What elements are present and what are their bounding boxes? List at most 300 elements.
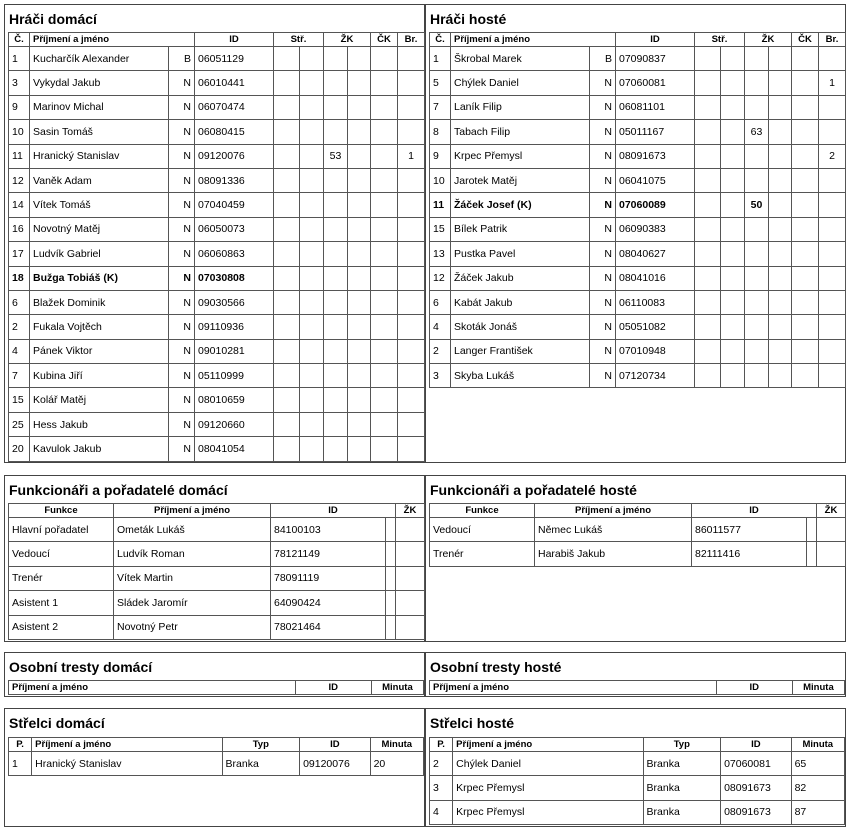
player-row bbox=[9, 217, 425, 241]
player-name-cell: Skyba Lukáš bbox=[451, 364, 590, 388]
red-card-cell bbox=[371, 217, 398, 241]
goals-cell bbox=[274, 412, 300, 436]
player-row bbox=[430, 71, 846, 95]
column-header: Minuta bbox=[371, 681, 423, 695]
official-row bbox=[9, 542, 425, 566]
column-header: Typ bbox=[643, 738, 721, 752]
player-row bbox=[9, 266, 425, 290]
blank-cell bbox=[300, 71, 324, 95]
official-name-cell: Ometák Lukáš bbox=[114, 518, 271, 542]
goals-cell bbox=[274, 47, 300, 71]
column-header: Minuta bbox=[370, 738, 423, 752]
official-row bbox=[430, 542, 846, 566]
blank-cell bbox=[300, 193, 324, 217]
players-away-panel bbox=[425, 4, 846, 463]
player-row bbox=[9, 388, 425, 412]
player-name-cell: Krpec Přemysl bbox=[451, 144, 590, 168]
yellow-card-cell bbox=[745, 242, 769, 266]
yellow-card-cell bbox=[324, 388, 348, 412]
column-header: Příjmení a jméno bbox=[30, 33, 195, 47]
players-away-title: Hráči hosté bbox=[430, 11, 507, 27]
blank-cell bbox=[721, 47, 745, 71]
red-card-cell bbox=[371, 412, 398, 436]
official-id-cell: 86011577 bbox=[692, 518, 807, 542]
player-row bbox=[9, 437, 425, 461]
player-id-cell: 06070474 bbox=[195, 95, 274, 119]
goals-cell bbox=[274, 168, 300, 192]
official-id-cell: 78091119 bbox=[271, 566, 386, 590]
goals-cell bbox=[274, 144, 300, 168]
yellow-card-cell bbox=[817, 542, 846, 566]
penalties-away-panel bbox=[425, 652, 846, 697]
column-header: Příjmení a jméno bbox=[32, 738, 222, 752]
blank-cell bbox=[348, 266, 371, 290]
goalkeeper-cell bbox=[398, 339, 425, 363]
goals-cell bbox=[274, 364, 300, 388]
player-name-cell: Bílek Patrik bbox=[451, 217, 590, 241]
player-type-cell: N bbox=[590, 315, 616, 339]
column-header: ČK bbox=[792, 33, 819, 47]
player-name-cell: Marinov Michal bbox=[30, 95, 169, 119]
player-id-cell: 08091673 bbox=[616, 144, 695, 168]
goals-cell bbox=[695, 339, 721, 363]
player-row bbox=[430, 364, 846, 388]
goals-cell bbox=[695, 217, 721, 241]
player-type-cell: N bbox=[590, 217, 616, 241]
function-cell: Trenér bbox=[430, 542, 535, 566]
number-cell: 17 bbox=[9, 242, 30, 266]
blank-cell bbox=[300, 168, 324, 192]
blank-cell bbox=[769, 95, 792, 119]
player-name-cell: Pánek Viktor bbox=[30, 339, 169, 363]
player-name-cell: Kubina Jiří bbox=[30, 364, 169, 388]
yellow-card-cell: 63 bbox=[745, 120, 769, 144]
column-header: P. bbox=[9, 738, 32, 752]
player-row bbox=[9, 339, 425, 363]
goal-type-cell: Branka bbox=[643, 776, 721, 800]
player-name-cell: Laník Filip bbox=[451, 95, 590, 119]
goals-cell bbox=[274, 217, 300, 241]
number-cell: 12 bbox=[9, 168, 30, 192]
yellow-card-cell bbox=[396, 542, 425, 566]
yellow-card-cell: 50 bbox=[745, 193, 769, 217]
blank-cell bbox=[348, 95, 371, 119]
blank-cell bbox=[348, 339, 371, 363]
player-type-cell: N bbox=[169, 364, 195, 388]
goals-cell bbox=[695, 315, 721, 339]
scorers-away-title: Střelci hosté bbox=[430, 715, 515, 731]
player-type-cell: N bbox=[169, 120, 195, 144]
goals-cell bbox=[274, 95, 300, 119]
player-row bbox=[9, 364, 425, 388]
yellow-card-cell bbox=[745, 71, 769, 95]
column-header: ID bbox=[195, 33, 274, 47]
function-cell: Vedoucí bbox=[430, 518, 535, 542]
red-card-cell bbox=[371, 71, 398, 95]
blank-cell bbox=[807, 542, 817, 566]
player-type-cell: N bbox=[590, 339, 616, 363]
player-id-cell: 06051129 bbox=[195, 47, 274, 71]
player-type-cell: N bbox=[590, 144, 616, 168]
player-row bbox=[9, 168, 425, 192]
yellow-card-cell bbox=[396, 518, 425, 542]
goals-cell bbox=[274, 120, 300, 144]
yellow-card-cell bbox=[324, 266, 348, 290]
minute-cell: 65 bbox=[791, 752, 844, 776]
red-card-cell bbox=[792, 120, 819, 144]
yellow-card-cell bbox=[324, 290, 348, 314]
blank-cell bbox=[348, 144, 371, 168]
goalkeeper-cell bbox=[819, 95, 846, 119]
player-id-cell: 09010281 bbox=[195, 339, 274, 363]
red-card-cell bbox=[792, 193, 819, 217]
player-type-cell: N bbox=[169, 71, 195, 95]
number-cell: 11 bbox=[9, 144, 30, 168]
player-type-cell: N bbox=[169, 168, 195, 192]
number-cell: 6 bbox=[430, 290, 451, 314]
yellow-card-cell bbox=[324, 412, 348, 436]
number-cell: 14 bbox=[9, 193, 30, 217]
goal-type-cell: Branka bbox=[643, 752, 721, 776]
goals-cell bbox=[274, 266, 300, 290]
goals-cell bbox=[695, 242, 721, 266]
number-cell: 3 bbox=[430, 364, 451, 388]
goalkeeper-cell bbox=[398, 315, 425, 339]
yellow-card-cell bbox=[745, 47, 769, 71]
player-type-cell: N bbox=[169, 315, 195, 339]
goals-cell bbox=[274, 388, 300, 412]
column-header: Funkce bbox=[430, 504, 535, 518]
goals-cell bbox=[274, 315, 300, 339]
officials-home-table bbox=[8, 503, 425, 640]
header-row bbox=[430, 504, 846, 518]
column-header: ŽK bbox=[745, 33, 792, 47]
yellow-card-cell bbox=[396, 566, 425, 590]
number-cell: 10 bbox=[430, 168, 451, 192]
column-header: Příjmení a jméno bbox=[430, 681, 717, 695]
player-name-cell: Vaněk Adam bbox=[30, 168, 169, 192]
player-name-cell: Pustka Pavel bbox=[451, 242, 590, 266]
red-card-cell bbox=[371, 144, 398, 168]
official-row bbox=[9, 518, 425, 542]
goalkeeper-cell bbox=[819, 193, 846, 217]
red-card-cell bbox=[792, 364, 819, 388]
blank-cell bbox=[721, 242, 745, 266]
player-name-cell: Sasin Tomáš bbox=[30, 120, 169, 144]
goals-cell bbox=[695, 168, 721, 192]
blank-cell bbox=[300, 47, 324, 71]
player-id-cell: 09120076 bbox=[195, 144, 274, 168]
goalkeeper-cell bbox=[398, 168, 425, 192]
player-type-cell: N bbox=[590, 266, 616, 290]
red-card-cell bbox=[792, 168, 819, 192]
official-id-cell: 82111416 bbox=[692, 542, 807, 566]
header-row bbox=[9, 33, 425, 47]
blank-cell bbox=[769, 217, 792, 241]
yellow-card-cell bbox=[324, 217, 348, 241]
player-type-cell: N bbox=[590, 290, 616, 314]
goals-cell bbox=[274, 339, 300, 363]
blank-cell bbox=[769, 120, 792, 144]
player-type-cell: N bbox=[169, 242, 195, 266]
player-row bbox=[9, 193, 425, 217]
goals-cell bbox=[274, 437, 300, 461]
column-header: ID bbox=[271, 504, 396, 518]
blank-cell bbox=[769, 47, 792, 71]
yellow-card-cell bbox=[324, 315, 348, 339]
scorer-id-cell: 08091673 bbox=[721, 776, 792, 800]
player-name-cell: Bužga Tobiáš (K) bbox=[30, 266, 169, 290]
penalties-away-table bbox=[429, 680, 845, 695]
column-header: Č. bbox=[430, 33, 451, 47]
column-header: Typ bbox=[222, 738, 300, 752]
column-header: ID bbox=[295, 681, 371, 695]
player-row bbox=[9, 242, 425, 266]
blank-cell bbox=[348, 388, 371, 412]
number-cell: 4 bbox=[9, 339, 30, 363]
column-header: ŽK bbox=[396, 504, 425, 518]
player-id-cell: 06080415 bbox=[195, 120, 274, 144]
red-card-cell bbox=[371, 242, 398, 266]
blank-cell bbox=[348, 193, 371, 217]
player-name-cell: Jarotek Matěj bbox=[451, 168, 590, 192]
yellow-card-cell bbox=[324, 193, 348, 217]
column-header: ŽK bbox=[324, 33, 371, 47]
goalkeeper-cell bbox=[398, 95, 425, 119]
yellow-card-cell bbox=[324, 242, 348, 266]
player-name-cell: Kucharčík Alexander bbox=[30, 47, 169, 71]
official-name-cell: Vítek Martin bbox=[114, 566, 271, 590]
goalkeeper-cell bbox=[398, 290, 425, 314]
player-name-cell: Kabát Jakub bbox=[451, 290, 590, 314]
scorer-id-cell: 08091673 bbox=[721, 800, 792, 824]
goals-cell bbox=[274, 242, 300, 266]
header-row bbox=[430, 738, 845, 752]
player-id-cell: 07030808 bbox=[195, 266, 274, 290]
number-cell: 3 bbox=[9, 71, 30, 95]
yellow-card-cell bbox=[745, 266, 769, 290]
number-cell: 11 bbox=[430, 193, 451, 217]
number-cell: 20 bbox=[9, 437, 30, 461]
player-name-cell: Langer František bbox=[451, 339, 590, 363]
goalkeeper-cell bbox=[398, 47, 425, 71]
minute-cell: 20 bbox=[370, 752, 423, 776]
goalkeeper-cell bbox=[398, 388, 425, 412]
player-type-cell: N bbox=[169, 339, 195, 363]
scorer-name-cell: Krpec Přemysl bbox=[453, 800, 643, 824]
player-name-cell: Kavulok Jakub bbox=[30, 437, 169, 461]
scorer-row bbox=[430, 752, 845, 776]
column-header: ID bbox=[300, 738, 371, 752]
blank-cell bbox=[721, 168, 745, 192]
scorers-home-title: Střelci domácí bbox=[9, 715, 105, 731]
player-id-cell: 08091336 bbox=[195, 168, 274, 192]
player-id-cell: 05051082 bbox=[616, 315, 695, 339]
position-cell: 1 bbox=[9, 752, 32, 776]
column-header: ID bbox=[616, 33, 695, 47]
column-header: Minuta bbox=[791, 738, 844, 752]
player-id-cell: 07090837 bbox=[616, 47, 695, 71]
player-type-cell: N bbox=[169, 388, 195, 412]
player-row bbox=[430, 47, 846, 71]
player-name-cell: Žáček Jakub bbox=[451, 266, 590, 290]
blank-cell bbox=[769, 71, 792, 95]
red-card-cell bbox=[792, 144, 819, 168]
blank-cell bbox=[769, 144, 792, 168]
player-name-cell: Hess Jakub bbox=[30, 412, 169, 436]
player-id-cell: 06081101 bbox=[616, 95, 695, 119]
column-header: ČK bbox=[371, 33, 398, 47]
column-header: Příjmení a jméno bbox=[453, 738, 643, 752]
player-name-cell: Chýlek Daniel bbox=[451, 71, 590, 95]
player-type-cell: B bbox=[169, 47, 195, 71]
player-row bbox=[430, 168, 846, 192]
goalkeeper-cell bbox=[398, 242, 425, 266]
player-row bbox=[9, 412, 425, 436]
official-name-cell: Němec Lukáš bbox=[535, 518, 692, 542]
player-row bbox=[9, 315, 425, 339]
column-header: Stř. bbox=[274, 33, 324, 47]
player-id-cell: 08040627 bbox=[616, 242, 695, 266]
function-cell: Vedoucí bbox=[9, 542, 114, 566]
goalkeeper-cell bbox=[398, 71, 425, 95]
player-id-cell: 07060089 bbox=[616, 193, 695, 217]
blank-cell bbox=[300, 242, 324, 266]
number-cell: 1 bbox=[9, 47, 30, 71]
official-name-cell: Harabiš Jakub bbox=[535, 542, 692, 566]
goals-cell bbox=[695, 47, 721, 71]
yellow-card-cell bbox=[745, 315, 769, 339]
number-cell: 25 bbox=[9, 412, 30, 436]
red-card-cell bbox=[371, 315, 398, 339]
player-type-cell: N bbox=[169, 193, 195, 217]
scorer-row bbox=[9, 752, 424, 776]
blank-cell bbox=[348, 290, 371, 314]
yellow-card-cell bbox=[396, 591, 425, 615]
blank-cell bbox=[721, 315, 745, 339]
player-row bbox=[430, 217, 846, 241]
goalkeeper-cell bbox=[819, 47, 846, 71]
official-name-cell: Sládek Jaromír bbox=[114, 591, 271, 615]
blank-cell bbox=[348, 71, 371, 95]
player-type-cell: N bbox=[169, 266, 195, 290]
goals-cell bbox=[274, 290, 300, 314]
player-id-cell: 09110936 bbox=[195, 315, 274, 339]
player-name-cell: Vykydal Jakub bbox=[30, 71, 169, 95]
yellow-card-cell bbox=[324, 47, 348, 71]
goals-cell bbox=[695, 71, 721, 95]
official-id-cell: 84100103 bbox=[271, 518, 386, 542]
goal-type-cell: Branka bbox=[643, 800, 721, 824]
blank-cell bbox=[769, 266, 792, 290]
player-id-cell: 06060863 bbox=[195, 242, 274, 266]
blank-cell bbox=[300, 388, 324, 412]
column-header: Stř. bbox=[695, 33, 745, 47]
yellow-card-cell bbox=[745, 168, 769, 192]
blank-cell bbox=[721, 217, 745, 241]
red-card-cell bbox=[792, 47, 819, 71]
number-cell: 7 bbox=[430, 95, 451, 119]
yellow-card-cell bbox=[745, 364, 769, 388]
yellow-card-cell bbox=[324, 339, 348, 363]
goals-cell bbox=[695, 290, 721, 314]
player-name-cell: Ludvík Gabriel bbox=[30, 242, 169, 266]
scorers-away-table bbox=[429, 737, 845, 825]
blank-cell bbox=[348, 242, 371, 266]
player-name-cell: Kolář Matěj bbox=[30, 388, 169, 412]
number-cell: 1 bbox=[430, 47, 451, 71]
red-card-cell bbox=[371, 47, 398, 71]
goalkeeper-cell bbox=[819, 217, 846, 241]
scorer-id-cell: 09120076 bbox=[300, 752, 371, 776]
goalkeeper-cell bbox=[819, 315, 846, 339]
scorer-id-cell: 07060081 bbox=[721, 752, 792, 776]
blank-cell bbox=[348, 120, 371, 144]
officials-away-panel bbox=[425, 475, 846, 642]
player-id-cell: 06041075 bbox=[616, 168, 695, 192]
column-header: Funkce bbox=[9, 504, 114, 518]
goalkeeper-cell bbox=[819, 242, 846, 266]
column-header: Příjmení a jméno bbox=[535, 504, 692, 518]
goalkeeper-cell bbox=[819, 120, 846, 144]
goalkeeper-cell bbox=[398, 193, 425, 217]
goals-cell bbox=[695, 266, 721, 290]
number-cell: 13 bbox=[430, 242, 451, 266]
column-header: ID bbox=[721, 738, 792, 752]
player-id-cell: 08041054 bbox=[195, 437, 274, 461]
red-card-cell bbox=[792, 71, 819, 95]
player-name-cell: Hranický Stanislav bbox=[30, 144, 169, 168]
player-name-cell: Skoták Jonáš bbox=[451, 315, 590, 339]
players-home-panel bbox=[4, 4, 425, 463]
red-card-cell bbox=[371, 193, 398, 217]
blank-cell bbox=[348, 364, 371, 388]
red-card-cell bbox=[371, 388, 398, 412]
function-cell: Hlavní pořadatel bbox=[9, 518, 114, 542]
number-cell: 5 bbox=[430, 71, 451, 95]
blank-cell bbox=[721, 71, 745, 95]
red-card-cell bbox=[371, 290, 398, 314]
position-cell: 2 bbox=[430, 752, 453, 776]
goals-cell bbox=[274, 193, 300, 217]
blank-cell bbox=[769, 290, 792, 314]
column-header: P. bbox=[430, 738, 453, 752]
function-cell: Asistent 2 bbox=[9, 615, 114, 639]
goal-type-cell: Branka bbox=[222, 752, 300, 776]
number-cell: 16 bbox=[9, 217, 30, 241]
scorer-name-cell: Krpec Přemysl bbox=[453, 776, 643, 800]
official-id-cell: 64090424 bbox=[271, 591, 386, 615]
yellow-card-cell bbox=[324, 71, 348, 95]
players-home-table bbox=[8, 32, 425, 462]
official-row bbox=[430, 518, 846, 542]
yellow-card-cell bbox=[324, 168, 348, 192]
player-row bbox=[430, 290, 846, 314]
red-card-cell bbox=[371, 266, 398, 290]
player-type-cell: N bbox=[169, 95, 195, 119]
penalties-home-title: Osobní tresty domácí bbox=[9, 659, 153, 675]
yellow-card-cell bbox=[745, 339, 769, 363]
player-row bbox=[430, 120, 846, 144]
goals-cell bbox=[274, 71, 300, 95]
player-name-cell: Tabach Filip bbox=[451, 120, 590, 144]
player-row bbox=[9, 120, 425, 144]
column-header: Příjmení a jméno bbox=[114, 504, 271, 518]
penalties-away-title: Osobní tresty hosté bbox=[430, 659, 562, 675]
yellow-card-cell: 53 bbox=[324, 144, 348, 168]
goalkeeper-cell bbox=[398, 364, 425, 388]
number-cell: 18 bbox=[9, 266, 30, 290]
